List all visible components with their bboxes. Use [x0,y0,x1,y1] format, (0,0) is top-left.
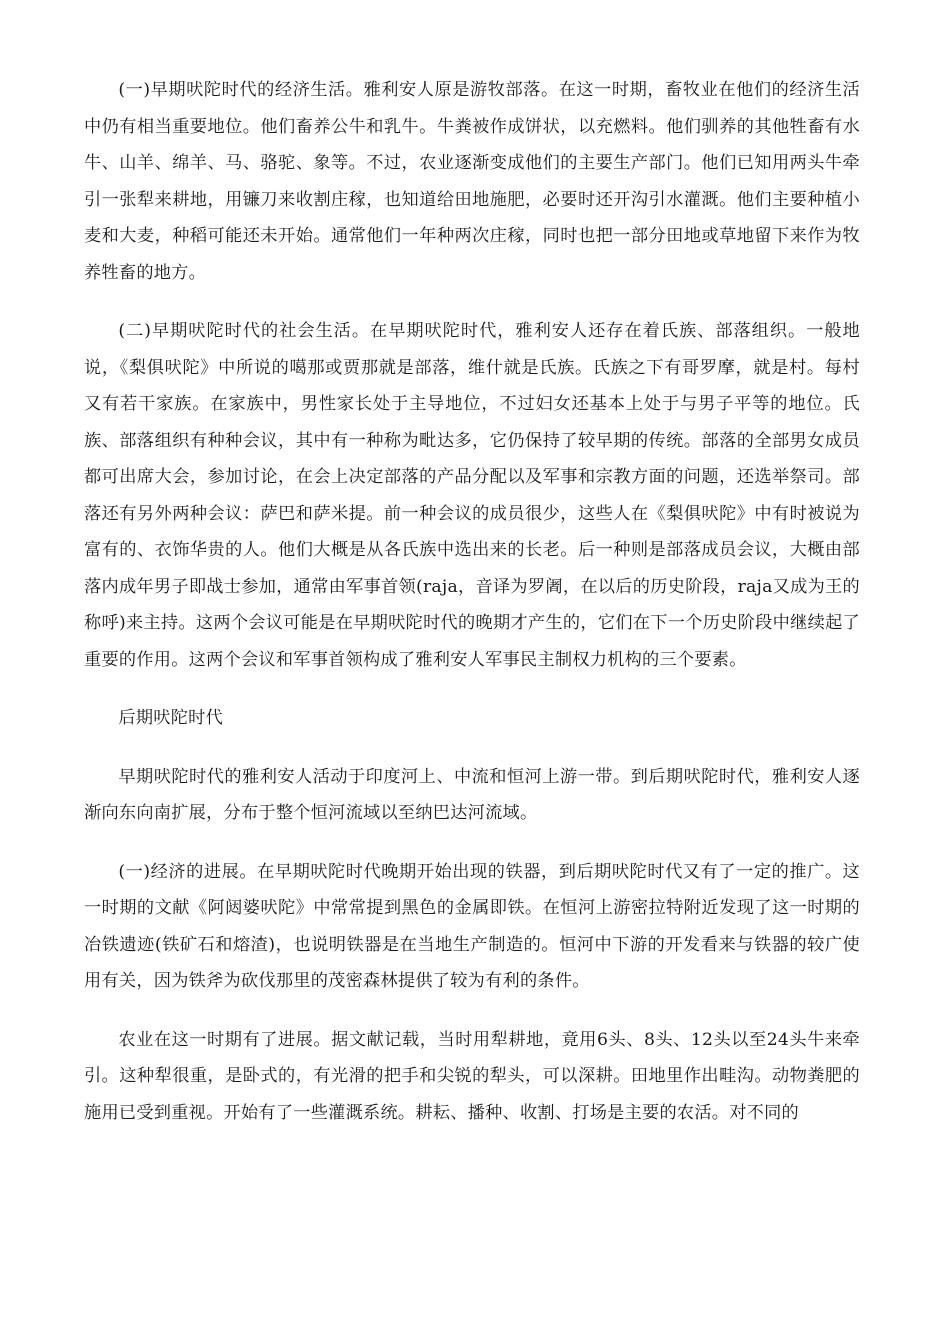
paragraph-economic-progress: (一)经济的进展。在早期吠陀时代晚期开始出现的铁器，到后期吠陀时代又有了一定的推广。这一时期的文献《阿闼婆吠陀》中常常提到黑色的金属即铁。在恒河上游密拉特附近发现了这一时期的冶铁遗迹(铁矿石和熔渣)，也说明铁器是在当地生产制造的。恒河中下游的开发看来与铁器的较广使用有关，因为铁斧为砍伐那里的茂密森林提供了较为有利的条件。 [84,861,860,991]
paragraph-early-vedic-economy: (一)早期吠陀时代的经济生活。雅利安人原是游牧部落。在这一时期，畜牧业在他们的经济生活中仍有相当重要地位。他们畜养公牛和乳牛。牛粪被作成饼状，以充燃料。他们驯养的其他牲畜有水牛、山羊、绵羊、马、骆驼、象等。不过，农业逐渐变成他们的主要生产部门。他们已知用两头牛牵引一张犁来耕地，用镰刀来收割庄稼，也知道给田地施肥，必要时还开沟引水灌溉。他们主要种植小麦和大麦，种稻可能还未开始。通常他们一年种两次庄稼，同时也把一部分田地或草地留下来作为牧养牲畜的地方。 [84,80,860,283]
section-heading-later-vedic: 后期吠陀时代 [118,708,224,728]
paragraph-early-vedic-society: (二)早期吠陀时代的社会生活。在早期吠陀时代，雅利安人还存在着氏族、部落组织。一般地说，《梨俱吠陀》中所说的噶那或贾那就是部落，维什就是氏族。氏族之下有哥罗摩，就是村。每村又有若干家族。在家族中，男性家长处于主导地位，不过妇女还基本上处于与男子平等的地位。氏族、部落组织有种种会议，其中有一种称为毗达多，它仍保持了较早期的传统。部落的全部男女成员都可出席大会，参加讨论，在会上决定部落的产品分配以及军事和宗教方面的问题，还选举祭司。部落还有另外两种会议：萨巴和萨米提。前一种会议的成员很少，这些人在《梨俱吠陀》中有时被说为富有的、衣饰华贵的人。他们大概是从各氏族中选出来的长老。后一种则是部落成员会议，大概由部落内成年男子即战士参加，通常由军事首领(raja，音译为罗阇，在以后的历史阶段，raja又成为王的称呼)来主持。这两个会议可能是在早期吠陀时代的晚期才产生的，它们在下一个历史阶段中继续起了重要的作用。这两个会议和军事首领构成了雅利安人军事民主制权力机构的三个要素。 [84,321,860,670]
paragraph-later-vedic-expansion: 早期吠陀时代的雅利安人活动于印度河上、中流和恒河上游一带。到后期吠陀时代，雅利安人逐渐向东向南扩展，分布于整个恒河流域以至纳巴达河流域。 [84,766,860,823]
paragraph-agriculture: 农业在这一时期有了进展。据文献记载，当时用犁耕地，竟用6头、8头、12头以至24头牛来牵引。这种犁很重，是卧式的，有光滑的把手和尖锐的犁头，可以深耕。田地里作出畦沟。动物粪肥的施用已受到重视。开始有了一些灌溉系统。耕耘、播种、收割、打场是主要的农活。对不同的 [84,1029,860,1123]
document-page [84,72,860,1153]
